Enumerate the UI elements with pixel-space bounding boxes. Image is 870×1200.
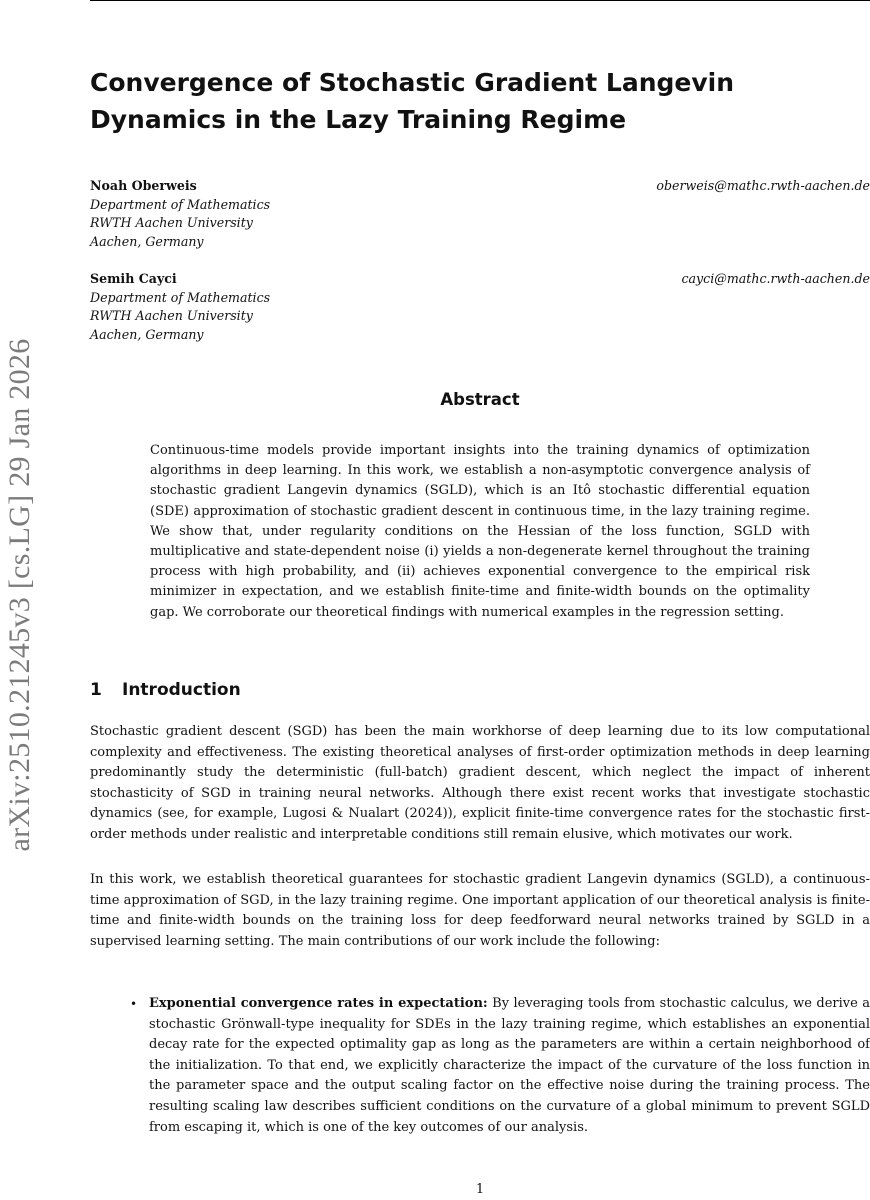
paper-title: Convergence of Stochastic Gradient Langevin Dynamics in the Lazy Training Regime [90, 68, 735, 134]
author-location: Aachen, Germany [90, 233, 204, 249]
intro-paragraph: In this work, we establish theoretical guarantees for stochastic gradient Langevin dynamics (SGLD), a continuous-time approximation of SGD, in the lazy training regime. One important application of our theoretical analysis is finite-time and finite-width bounds on the training loss for deep feedforward neural networks trained by SGLD in a supervised learning setting. The main contributions of our work include the following: [90, 872, 870, 949]
page-number: 1 [475, 1182, 485, 1197]
author-department: Department of Mathematics [90, 289, 271, 305]
bullet-icon: • [130, 997, 138, 1011]
arxiv-identifier[interactable]: arXiv:2510.21245v3 [cs.LG] 29 Jan 2026 [3, 338, 36, 852]
author-department: Department of Mathematics [90, 196, 271, 212]
arxiv-sidebar [0, 300, 40, 890]
top-rule [90, 0, 870, 1]
author-block [90, 177, 870, 251]
author-block [90, 270, 870, 344]
author-email[interactable]: oberweis@mathc.rwth-aachen.de [656, 178, 870, 193]
list-item [130, 994, 870, 1138]
section-number: 1 [90, 680, 102, 700]
abstract-heading: Abstract [440, 390, 520, 409]
author-location: Aachen, Germany [90, 326, 204, 342]
author-name: Noah Oberweis [90, 178, 197, 193]
author-name: Semih Cayci [90, 271, 177, 286]
bullet-title: Exponential convergence rates in expectation: [149, 996, 488, 1011]
section-title: Introduction [122, 680, 241, 700]
author-university: RWTH Aachen University [90, 215, 253, 230]
author-email[interactable]: cayci@mathc.rwth-aachen.de [681, 271, 870, 286]
contributions-list [130, 994, 870, 1138]
author-university: RWTH Aachen University [90, 308, 253, 323]
abstract-text: Continuous-time models provide important insights into the training dynamics of optimization algorithms in deep learning. In this work, we establish a non-asymptotic convergence analysis of stochastic gradient Langevin dynamics (SGLD), which is an Itô stochastic differential equation (SDE) approximation of stochastic gradient descent in continuous time, in the lazy training regime. We show that, under regularity conditions on the Hessian of the loss function, SGLD with multiplicative and state-dependent noise (i) yields a non-degenerate kernel throughout the training process with high probability, and (ii) achieves exponential convergence to the empirical risk minimizer in expectation, and we establish finite-time and finite-width bounds on the optimality gap. We corroborate our theoretical findings with numerical examples in the regression setting. [150, 443, 810, 620]
intro-paragraph: Stochastic gradient descent (SGD) has been the main workhorse of deep learning due to its low computational complexity and effectiveness. The existing theoretical analyses of first-order optimization methods in deep learning predominantly study the deterministic (full-batch) gradient descent, which neglect the impact of inherent stochasticity of SGD in training neural networks. Although there exist recent works that investigate stochastic dynamics (see, for example, Lugosi & Nualart (2024)), explicit finite-time convergence rates for the stochastic first-order methods under realistic and interpretable conditions still remain elusive, which motivates our work. [90, 724, 870, 842]
section-heading [90, 680, 241, 700]
bullet-text: By leveraging tools from stochastic calculus, we derive a stochastic Grönwall-type inequality for SDEs in the lazy training regime, which establishes an exponential decay rate for the expected optimality gap as long as the parameters are within a certain neighborhood of the initialization. To that end, we explicitly characterize the impact of the curvature of the loss function in the parameter space and the output scaling factor on the effective noise during the training process. The resulting scaling law describes sufficient conditions on the curvature of a global minimum to prevent SGLD from escaping it, which is one of the key outcomes of our analysis. [149, 996, 870, 1135]
